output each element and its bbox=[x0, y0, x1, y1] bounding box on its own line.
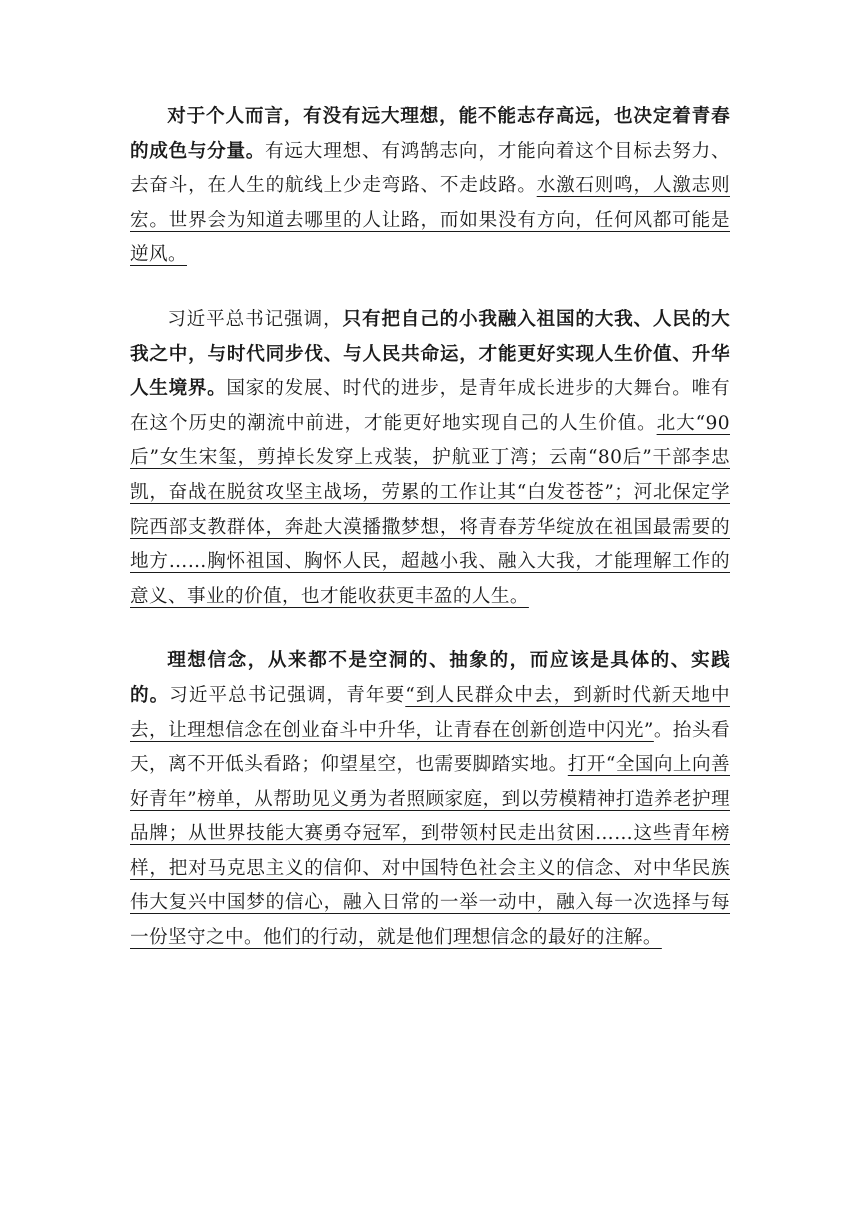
underlined-text: 北大“90后”女生宋玺，剪掉长发穿上戎装，护航亚丁湾；云南“80后”干部李忠凯，奋战在脱贫攻坚主战场，劳累的工作让其“白发苍苍”；河北保定学院西部支教群体，奔赴大漠播撒梦想，将青春芳华绽放在祖国最需要的地方……胸怀祖国、胸怀人民，超越小我、融入大我，才能理解工作的意义、事业的价值，也才能收获更丰盈的人生。 bbox=[130, 412, 730, 607]
body-text: 习近平总书记强调， bbox=[167, 308, 343, 330]
bold-statement: 只有把自己的小我融入祖国的大我、人民的大我之中，与时代同步伐、与人民共命运，才能更好实现人生价值、升华人生境界。 bbox=[130, 308, 730, 400]
body-text: 有远大理想、有鸿鹄志向，才能向着这个目标去努力、去奋斗，在人生的航线上少走弯路、不走歧路。 bbox=[130, 140, 730, 197]
body-text: 。抬头看天，离不开低头看路；仰望星空，也需要脚踏实地。 bbox=[130, 719, 730, 776]
paragraph-3 bbox=[130, 644, 730, 955]
body-text: 国家的发展、时代的进步，是青年成长进步的大舞台。唯有在这个历史的潮流中前进，才能更好地实现自己的人生价值。 bbox=[130, 378, 730, 434]
underlined-quote: “到人民群众中去，到新时代新天地中去，让理想信念在创业奋斗中升华，让青春在创新创造中闪光” bbox=[130, 684, 730, 741]
paragraph-1 bbox=[130, 100, 730, 273]
paragraph-2 bbox=[130, 303, 730, 614]
bold-statement: 对于个人而言，有没有远大理想，能不能志存高远，也决定着青春的成色与分量。 bbox=[130, 106, 730, 162]
underlined-text: 水激石则鸣，人激志则宏。世界会为知道去哪里的人让路，而如果没有方向，任何风都可能是逆风。 bbox=[130, 175, 730, 266]
body-text: 习近平总书记强调，青年要 bbox=[169, 684, 406, 706]
bold-statement: 理想信念，从来都不是空洞的、抽象的，而应该是具体的、实践的。 bbox=[130, 650, 730, 706]
document-page bbox=[130, 100, 730, 986]
underlined-text: 打开“全国向上向善好青年”榜单，从帮助见义勇为者照顾家庭，到以劳模精神打造养老护理品牌；从世界技能大赛勇夺冠军，到带领村民走出贫困……这些青年榜样，把对马克思主义的信仰、对中国特色社会主义的信念、对中华民族伟大复兴中国梦的信心，融入日常的一举一动中，融入每一次选择与每一份坚守之中。他们的行动，就是他们理想信念的最好的注解。 bbox=[130, 754, 730, 949]
